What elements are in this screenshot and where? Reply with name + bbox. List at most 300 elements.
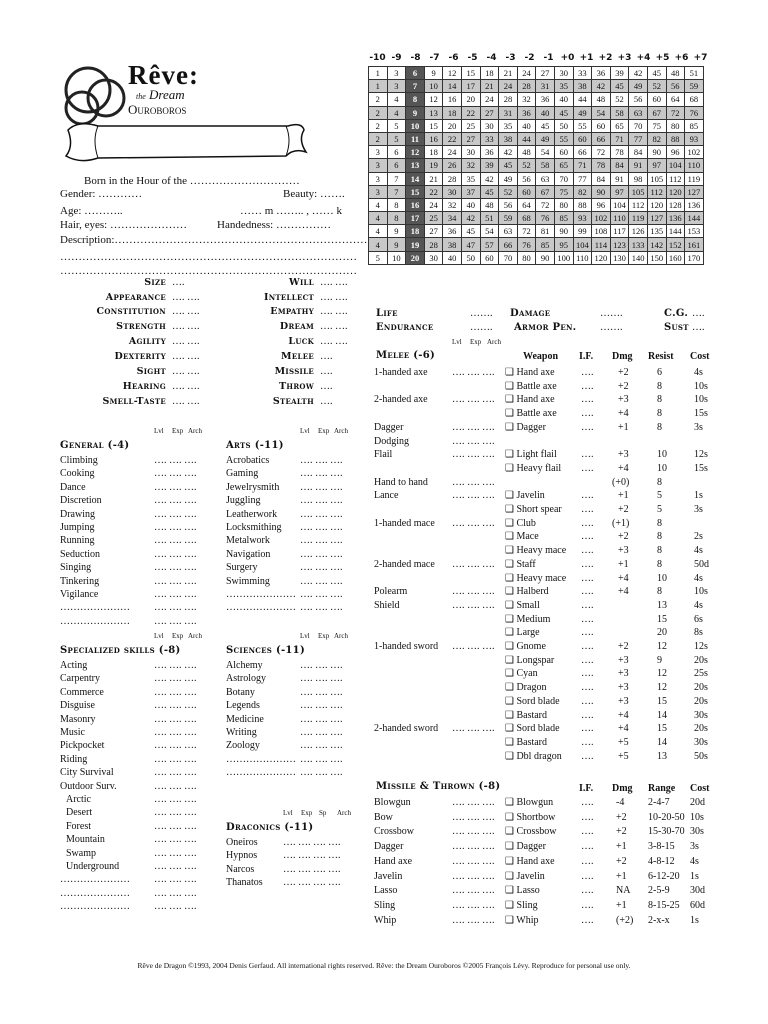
table-cell: 20: [406, 251, 425, 264]
table-cell: 1: [369, 80, 388, 93]
weapon-resist: 8: [657, 380, 662, 392]
skill-col-exp: Exp: [301, 809, 313, 817]
melee-skill-value[interactable]: …. …. ….: [452, 641, 495, 652]
table-cell: 21: [424, 172, 443, 185]
skill-name: Arctic: [66, 794, 91, 805]
skill-group-title: General (-4): [60, 440, 130, 451]
skill-value[interactable]: …. …. ….: [300, 508, 343, 520]
missile-skill-value[interactable]: …. …. ….: [452, 797, 495, 808]
weapon-resist: 14: [657, 736, 667, 748]
skill-value[interactable]: …. …. ….: [300, 602, 343, 614]
skill-col-lvl: Lvl: [154, 427, 164, 435]
weapon-if[interactable]: ….: [581, 885, 594, 897]
weapon-checkbox[interactable]: ❑ Sling: [505, 899, 538, 911]
table-cell: 153: [685, 225, 704, 238]
weapon-dmg: +2: [618, 380, 629, 392]
skill-value[interactable]: …. …. ….: [154, 767, 197, 779]
table-cell: 75: [554, 185, 573, 198]
missile-skill-value[interactable]: …. …. ….: [452, 914, 495, 926]
skill-name: …………………: [226, 767, 296, 779]
skill-col-lvl: Lvl: [283, 809, 293, 817]
missile-skill-value[interactable]: …. …. ….: [452, 870, 495, 882]
weapon-checkbox[interactable]: ❑ Large: [505, 627, 540, 639]
table-cell: 21: [480, 80, 499, 93]
table-cell: 27: [536, 67, 555, 80]
weapon-dmg: +3: [618, 695, 629, 707]
table-cell: 105: [647, 172, 666, 185]
skill-name: Mountain: [66, 834, 105, 846]
table-cell: 24: [443, 146, 462, 159]
weapon-if[interactable]: ….: [581, 449, 594, 461]
skill-value[interactable]: …. …. ….: [154, 901, 197, 913]
weapon-checkbox[interactable]: ❑ Dagger: [505, 421, 546, 433]
skill-name: Carpentry: [60, 673, 100, 685]
skill-value[interactable]: …. …. …. ….: [283, 837, 341, 848]
table-cell: 9: [387, 225, 406, 238]
header-field[interactable]: Gender: …………: [60, 188, 143, 200]
weapon-if[interactable]: ….: [581, 654, 594, 666]
melee-skill-value[interactable]: …. …. ….: [452, 421, 495, 433]
skill-value[interactable]: …. …. ….: [154, 673, 197, 685]
weapon-if[interactable]: ….: [581, 668, 594, 680]
skill-value[interactable]: …. …. ….: [154, 495, 197, 507]
missile-skill-value[interactable]: …. …. ….: [452, 811, 495, 823]
weapon-if[interactable]: ….: [581, 380, 594, 392]
skill-value[interactable]: …. …. ….: [154, 727, 197, 738]
attribute-value[interactable]: ….: [320, 366, 333, 377]
header-field[interactable]: ………………………………………………………………………: [60, 265, 357, 277]
melee-skill-value[interactable]: …. …. ….: [452, 449, 495, 461]
attribute-value[interactable]: …. ….: [172, 306, 200, 317]
table-cell: 48: [666, 67, 685, 80]
table-cell: 76: [517, 238, 536, 251]
table-cell: 54: [480, 225, 499, 238]
skill-value[interactable]: …. …. ….: [300, 562, 343, 574]
weapon-cost: 30s: [690, 826, 704, 838]
weapon-checkbox[interactable]: ❑ Lasso: [505, 885, 540, 897]
weapon-checkbox[interactable]: ❑ Whip: [505, 914, 539, 926]
attribute-value[interactable]: ….: [320, 396, 333, 407]
header-field[interactable]: ………………………………………………………………………: [60, 251, 357, 263]
attribute-value[interactable]: …. ….: [320, 306, 348, 317]
attribute-value[interactable]: …. ….: [172, 336, 200, 347]
table-cell: 150: [647, 251, 666, 264]
weapon-if[interactable]: ….: [581, 811, 594, 823]
missile-skill: Whip: [374, 914, 397, 926]
attribute-label: Size: [144, 277, 166, 288]
table-cell: 60: [647, 93, 666, 106]
weapon-checkbox[interactable]: ❑ Dbl dragon: [505, 750, 562, 762]
weapon-checkbox[interactable]: ❑ Crossbow: [505, 826, 557, 838]
weapon-checkbox[interactable]: ❑ Cyan: [505, 668, 538, 680]
missile-skill-value[interactable]: …. …. ….: [452, 841, 495, 853]
logo-text: [128, 62, 199, 116]
skill-name: Surgery: [226, 562, 258, 574]
weapon-checkbox[interactable]: ❑ Blowgun: [505, 797, 554, 808]
logo-title: Rêve:: [128, 60, 199, 90]
skill-name: Disguise: [60, 700, 95, 712]
skill-name: Locksmithing: [226, 522, 282, 533]
weapon-if[interactable]: ….: [581, 586, 594, 598]
weapon-cost: 1s: [690, 914, 699, 926]
skill-value[interactable]: …. …. ….: [154, 887, 197, 899]
table-cell: 48: [592, 93, 611, 106]
skill-value[interactable]: …. …. ….: [154, 615, 197, 627]
weapon-if[interactable]: ….: [581, 750, 594, 762]
attribute-value[interactable]: ….: [320, 351, 333, 362]
table-cell: 112: [629, 198, 648, 211]
weapon-if[interactable]: ….: [581, 504, 594, 515]
attribute-value[interactable]: …. ….: [172, 396, 200, 407]
skill-value[interactable]: …. …. ….: [154, 522, 197, 533]
melee-skill-value[interactable]: …. …. ….: [452, 367, 495, 378]
weapon-checkbox[interactable]: ❑ Short spear: [505, 504, 562, 515]
weapon-dmg: +4: [618, 462, 629, 474]
skill-value[interactable]: …. …. ….: [154, 660, 197, 671]
attribute-label: Strength: [116, 321, 166, 332]
skill-value[interactable]: …. …. ….: [300, 468, 343, 480]
skill-group-title: Draconics (-11): [226, 822, 314, 833]
table-cell: 13: [424, 106, 443, 119]
attribute-value[interactable]: …. ….: [320, 336, 348, 347]
weapon-checkbox[interactable]: ❑ Club: [505, 517, 536, 529]
table-cell: 36: [517, 106, 536, 119]
weapon-if[interactable]: ….: [581, 490, 594, 502]
table-cell: 18: [406, 225, 425, 238]
column-header: +0: [560, 53, 575, 63]
skill-value[interactable]: …. …. ….: [154, 468, 197, 480]
skill-value[interactable]: …. …. ….: [154, 602, 197, 614]
weapon-if[interactable]: ….: [581, 408, 594, 420]
attribute-value[interactable]: ….: [320, 381, 333, 392]
weapon-cost: 1s: [690, 870, 699, 882]
weapon-if[interactable]: ….: [581, 367, 594, 378]
table-cell: 3: [387, 80, 406, 93]
skill-value[interactable]: …. …. ….: [300, 727, 343, 738]
skill-value[interactable]: …. …. ….: [300, 700, 343, 712]
table-cell: 47: [461, 238, 480, 251]
melee-skill-value[interactable]: …. …. ….: [452, 599, 495, 611]
table-cell: 5: [369, 251, 388, 264]
weapon-checkbox[interactable]: ❑ Light flail: [505, 449, 557, 461]
weapon-if[interactable]: ….: [581, 709, 594, 721]
weapon-checkbox[interactable]: ❑ Sord blade: [505, 723, 560, 735]
weapon-if[interactable]: ….: [581, 899, 594, 911]
weapon-checkbox[interactable]: ❑ Battle axe: [505, 408, 557, 420]
skill-value[interactable]: …. …. ….: [300, 535, 343, 547]
table-cell: 108: [592, 225, 611, 238]
skill-name: Masonry: [60, 713, 96, 725]
table-cell: 45: [647, 67, 666, 80]
weapon-if[interactable]: ….: [581, 558, 594, 570]
table-cell: 71: [573, 159, 592, 172]
column-header: -10: [369, 53, 386, 63]
col-resist: Resist: [648, 351, 674, 362]
missile-skill: Sling: [374, 899, 396, 911]
missile-skill: Hand axe: [374, 855, 413, 867]
skill-value[interactable]: …. …. ….: [154, 753, 197, 765]
weapon-cost: 20s: [694, 695, 708, 707]
weapon-if[interactable]: ….: [581, 572, 594, 584]
skill-name: Tinkering: [60, 575, 100, 587]
table-cell: 102: [685, 146, 704, 159]
weapon-dmg: +2: [618, 641, 629, 652]
skill-value[interactable]: …. …. ….: [154, 481, 197, 493]
skill-col-exp: Exp: [172, 632, 184, 640]
weapon-resist: 15: [657, 723, 667, 735]
header-field[interactable]: Description:……………………………………………………………: [60, 234, 368, 246]
table-cell: 54: [592, 106, 611, 119]
table-cell: 30: [443, 185, 462, 198]
weapon-checkbox[interactable]: ❑ Heavy mace: [505, 572, 567, 584]
weapon-if[interactable]: ….: [581, 723, 594, 735]
skill-value[interactable]: …. …. ….: [300, 753, 343, 765]
weapon-if[interactable]: ….: [581, 826, 594, 838]
weapon-checkbox[interactable]: ❑ Heavy flail: [505, 462, 562, 474]
weapon-if[interactable]: ….: [581, 736, 594, 748]
weapon-if[interactable]: ….: [581, 695, 594, 707]
skill-name: Metalwork: [226, 535, 270, 547]
table-cell: 19: [424, 159, 443, 172]
table-cell: 80: [666, 119, 685, 132]
stat-value[interactable]: …….: [470, 322, 493, 333]
weapon-checkbox[interactable]: ❑ Hand axe: [505, 367, 555, 378]
stat-value[interactable]: …….: [600, 322, 623, 333]
skill-name: Legends: [226, 700, 260, 712]
skill-value[interactable]: …. …. ….: [154, 834, 197, 846]
stat-value[interactable]: …….: [600, 308, 623, 319]
weapon-checkbox[interactable]: ❑ Battle axe: [505, 380, 557, 392]
skill-value[interactable]: …. …. ….: [300, 673, 343, 685]
weapon-if[interactable]: ….: [581, 394, 594, 406]
table-cell: 1: [369, 67, 388, 80]
table-cell: 33: [573, 67, 592, 80]
column-header: -4: [486, 53, 497, 63]
weapon-checkbox[interactable]: ❑ Medium: [505, 613, 551, 625]
weapon-if[interactable]: ….: [581, 914, 594, 926]
attribute-row: [80, 336, 200, 347]
attribute-value[interactable]: …. ….: [172, 321, 200, 332]
melee-skill-value[interactable]: …. …. ….: [452, 476, 495, 488]
table-cell: 24: [517, 67, 536, 80]
melee-skill-value[interactable]: …. …. ….: [452, 558, 495, 570]
weapon-dmg: +1: [616, 899, 627, 911]
skill-value[interactable]: …. …. ….: [300, 589, 343, 600]
skill-value[interactable]: …. …. …. ….: [283, 850, 341, 862]
table-cell: 11: [406, 132, 425, 145]
melee-skill-value[interactable]: …. …. ….: [452, 394, 495, 406]
weapon-checkbox[interactable]: ❑ Small: [505, 599, 540, 611]
skill-name: Gaming: [226, 468, 259, 480]
weapon-if[interactable]: ….: [581, 870, 594, 882]
table-cell: 170: [685, 251, 704, 264]
skill-value[interactable]: …. …. ….: [300, 481, 343, 493]
skill-value[interactable]: …. …. ….: [300, 548, 343, 560]
missile-skill-value[interactable]: …. …. ….: [452, 855, 495, 867]
skill-value[interactable]: …. …. ….: [300, 495, 343, 507]
skill-value[interactable]: …. …. ….: [154, 780, 197, 792]
table-cell: 24: [499, 80, 518, 93]
header-field[interactable]: …… m …….. , …… k: [240, 205, 343, 217]
skill-value[interactable]: …. …. ….: [300, 740, 343, 752]
header-field[interactable]: Handedness: ……………: [217, 219, 331, 231]
melee-skill-value[interactable]: …. …. ….: [452, 723, 495, 735]
skill-value[interactable]: …. …. ….: [154, 686, 197, 698]
skill-value[interactable]: …. …. ….: [154, 700, 197, 712]
column-header: -5: [467, 53, 478, 63]
weapon-if[interactable]: ….: [581, 531, 594, 543]
weapon-if[interactable]: ….: [581, 855, 594, 867]
attribute-value[interactable]: …. ….: [320, 321, 348, 332]
skill-value[interactable]: …. …. ….: [300, 575, 343, 587]
skill-name: Jewelrysmith: [226, 481, 280, 493]
weapon-checkbox[interactable]: ❑ Bastard: [505, 736, 548, 748]
attribute-label: Dream: [279, 321, 314, 332]
attribute-value[interactable]: …. ….: [172, 351, 200, 362]
weapon-checkbox[interactable]: ❑ Gnome: [505, 641, 546, 652]
table-cell: 160: [666, 251, 685, 264]
weapon-checkbox[interactable]: ❑ Halberd: [505, 586, 549, 598]
skill-value[interactable]: …. …. ….: [154, 820, 197, 832]
weapon-checkbox[interactable]: ❑ Mace: [505, 531, 539, 543]
header-field[interactable]: Beauty: …….: [283, 188, 345, 200]
skill-value[interactable]: …. …. ….: [300, 522, 343, 533]
attribute-value[interactable]: …. ….: [172, 292, 200, 303]
skill-value[interactable]: …. …. ….: [300, 686, 343, 698]
table-cell: 6: [387, 146, 406, 159]
table-cell: 90: [536, 251, 555, 264]
skill-value[interactable]: …. …. ….: [154, 535, 197, 547]
melee-title: Melee (-6): [376, 350, 436, 361]
skill-value[interactable]: …. …. ….: [154, 740, 197, 752]
weapon-cost: 60d: [690, 899, 705, 911]
weapon-cost: 20s: [694, 723, 708, 735]
table-cell: 50: [554, 119, 573, 132]
attribute-value[interactable]: …. ….: [320, 277, 348, 288]
melee-skill-value[interactable]: …. …. ….: [452, 517, 495, 529]
weapon-checkbox[interactable]: ❑ Sord blade: [505, 695, 560, 707]
skill-value[interactable]: …. …. ….: [154, 874, 197, 886]
stat-value[interactable]: …….: [470, 308, 493, 319]
weapon-checkbox[interactable]: ❑ Shortbow: [505, 811, 556, 823]
skill-value[interactable]: …. …. ….: [154, 847, 197, 859]
table-row: [369, 93, 704, 106]
weapon-if[interactable]: ….: [581, 599, 594, 611]
skill-value[interactable]: …. …. ….: [154, 794, 197, 805]
skill-value[interactable]: …. …. …. ….: [283, 877, 341, 889]
table-cell: 2: [369, 132, 388, 145]
melee-skill-value[interactable]: …. …. ….: [452, 586, 495, 598]
weapon-range: 2-x-x: [648, 914, 670, 926]
attribute-label: Appearance: [105, 292, 166, 303]
table-cell: 68: [685, 93, 704, 106]
weapon-if[interactable]: ….: [581, 613, 594, 625]
skill-value[interactable]: …. …. ….: [154, 548, 197, 560]
weapon-checkbox[interactable]: ❑ Hand axe: [505, 394, 555, 406]
weapon-checkbox[interactable]: ❑ Javelin: [505, 870, 545, 882]
weapon-if[interactable]: ….: [581, 545, 594, 557]
weapon-if[interactable]: ….: [581, 627, 594, 639]
table-cell: 40: [443, 251, 462, 264]
skill-value[interactable]: …. …. ….: [154, 589, 197, 600]
skill-value[interactable]: …. …. ….: [154, 562, 197, 574]
table-cell: 28: [424, 238, 443, 251]
weapon-checkbox[interactable]: ❑ Hand axe: [505, 855, 555, 867]
skill-value[interactable]: …. …. ….: [300, 767, 343, 779]
weapon-if[interactable]: ….: [581, 797, 594, 808]
table-cell: 58: [536, 159, 555, 172]
table-cell: 30: [480, 119, 499, 132]
weapon-checkbox[interactable]: ❑ Heavy mace: [505, 545, 567, 557]
weapon-if[interactable]: ….: [581, 462, 594, 474]
skill-value[interactable]: …. …. ….: [154, 861, 197, 872]
weapon-if[interactable]: ….: [581, 517, 594, 529]
stat-value[interactable]: ….: [692, 322, 705, 333]
weapon-checkbox[interactable]: ❑ Javelin: [505, 490, 545, 502]
table-cell: 2: [369, 106, 388, 119]
attribute-value[interactable]: …. ….: [172, 366, 200, 377]
weapon-checkbox[interactable]: ❑ Dragon: [505, 682, 547, 694]
skill-value[interactable]: …. …. ….: [154, 508, 197, 520]
attribute-value[interactable]: …. ….: [320, 292, 348, 303]
table-cell: 42: [499, 146, 518, 159]
stat-value[interactable]: ….: [692, 308, 705, 319]
table-cell: 60: [517, 185, 536, 198]
skill-value[interactable]: …. …. ….: [300, 455, 343, 466]
attribute-value[interactable]: …. ….: [172, 381, 200, 392]
header-field[interactable]: Hair, eyes: …………………: [60, 219, 187, 231]
skill-value[interactable]: …. …. ….: [154, 455, 197, 466]
skill-value[interactable]: …. …. ….: [300, 660, 343, 671]
table-cell: 50: [461, 251, 480, 264]
table-cell: 66: [499, 238, 518, 251]
weapon-checkbox[interactable]: ❑ Bastard: [505, 709, 548, 721]
melee-skill-value[interactable]: …. …. ….: [452, 490, 495, 502]
table-cell: 142: [647, 238, 666, 251]
table-cell: 3: [369, 185, 388, 198]
column-header: -9: [391, 53, 402, 63]
weapon-checkbox[interactable]: ❑ Staff: [505, 558, 536, 570]
table-cell: 82: [573, 185, 592, 198]
missile-title: Missile & Thrown (-8): [376, 781, 501, 792]
weapon-if[interactable]: ….: [581, 841, 594, 853]
table-row: [369, 132, 704, 145]
weapon-if[interactable]: ….: [581, 682, 594, 694]
skill-name: …………………: [60, 901, 130, 913]
weapon-if[interactable]: ….: [581, 421, 594, 433]
table-cell: 49: [629, 80, 648, 93]
born-in-hour[interactable]: Born in the Hour of the …………………………: [84, 175, 300, 187]
weapon-cost: 4s: [694, 599, 703, 611]
skill-name: Juggling: [226, 495, 261, 507]
melee-skill-value[interactable]: …. …. ….: [452, 435, 495, 447]
skill-value[interactable]: …. …. …. ….: [283, 863, 341, 875]
missile-skill-value[interactable]: …. …. ….: [452, 899, 495, 911]
weapon-resist: 10: [657, 462, 667, 474]
skill-value[interactable]: …. …. ….: [154, 807, 197, 819]
weapon-checkbox[interactable]: ❑ Longspar: [505, 654, 555, 666]
skill-value[interactable]: …. …. ….: [300, 713, 343, 725]
weapon-checkbox[interactable]: ❑ Dagger: [505, 841, 546, 853]
header-field[interactable]: Age: ………..: [60, 205, 123, 217]
missile-skill-value[interactable]: …. …. ….: [452, 826, 495, 838]
missile-skill-value[interactable]: …. …. ….: [452, 885, 495, 897]
table-cell: 45: [610, 80, 629, 93]
attribute-value[interactable]: ….: [172, 277, 185, 288]
weapon-if[interactable]: ….: [581, 641, 594, 652]
skill-value[interactable]: …. …. ….: [154, 575, 197, 587]
skill-value[interactable]: …. …. ….: [154, 713, 197, 725]
